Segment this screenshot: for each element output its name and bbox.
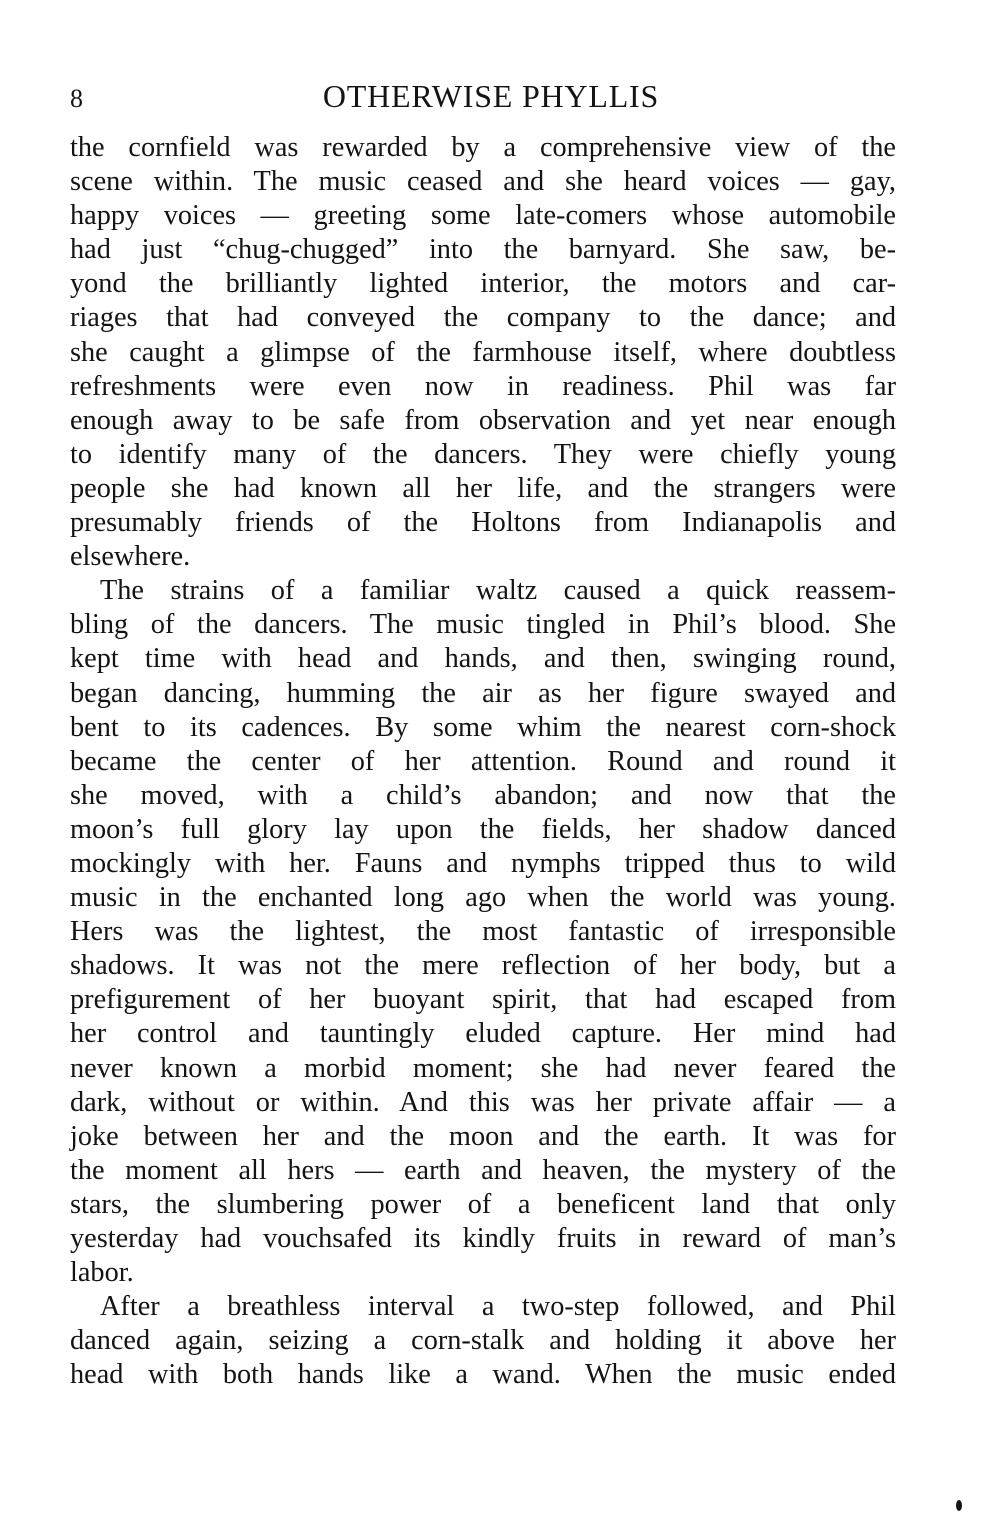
text-line: music in the enchanted long ago when the world was young. <box>70 882 896 914</box>
text-line: riages that had conveyed the company to the dance; and <box>70 302 896 334</box>
text-line: happy voices — greeting some late-comers whose automobile <box>70 200 896 232</box>
book-page <box>70 78 896 1392</box>
text-line: her control and tauntingly eluded capture. Her mind had <box>70 1018 896 1050</box>
text-line: scene within. The music ceased and she heard voices — gay, <box>70 166 896 198</box>
text-line: she moved, with a child’s abandon; and now that the <box>70 779 896 811</box>
printer-mark <box>956 1500 962 1511</box>
text-line: mockingly with her. Fauns and nymphs tripped thus to wild <box>70 847 896 879</box>
text-line: bling of the dancers. The music tingled in Phil’s blood. She <box>70 609 896 641</box>
text-line: Hers was the lightest, the most fantastic of irresponsible <box>70 916 896 948</box>
text-line: yond the brilliantly lighted interior, the motors and car- <box>70 268 896 300</box>
text-line: kept time with head and hands, and then, swinging round, <box>70 643 896 675</box>
running-title: OTHERWISE PHYLLIS <box>322 78 660 114</box>
text-line: refreshments were even now in readiness. Phil was far <box>70 370 896 402</box>
page-number: 8 <box>70 84 83 113</box>
text-line: danced again, seizing a corn-stalk and holding it above her <box>70 1325 896 1357</box>
text-line: yesterday had vouchsafed its kindly fruits in reward of man’s <box>70 1223 896 1254</box>
paragraph <box>70 1290 896 1392</box>
paragraph <box>70 131 896 574</box>
text-line: moon’s full glory lay upon the fields, her shadow danced <box>70 813 896 845</box>
text-line: the cornfield was rewarded by a comprehensive view of the <box>70 132 896 163</box>
text-line: people she had known all her life, and the strangers were <box>70 472 896 504</box>
text-line: enough away to be safe from observation and yet near enough <box>70 404 896 436</box>
text-line: to identify many of the dancers. They were chiefly young <box>70 438 896 470</box>
text-line: dark, without or within. And this was her private affair — a <box>70 1086 896 1118</box>
text-line: shadows. It was not the mere reflection of her body, but a <box>70 950 896 982</box>
text-line: prefigurement of her buoyant spirit, that had escaped from <box>70 984 896 1016</box>
text-line: stars, the slumbering power of a beneficent land that only <box>70 1188 896 1220</box>
text-line: labor. <box>70 1257 134 1289</box>
paragraph <box>70 574 896 1290</box>
text-line: had just “chug-chugged” into the barnyard. She saw, be- <box>70 234 896 266</box>
text-line: presumably friends of the Holtons from Indianapolis and <box>70 507 896 539</box>
text-line: bent to its cadences. By some whim the nearest corn-shock <box>70 711 896 743</box>
text-line: she caught a glimpse of the farmhouse itself, where doubtless <box>70 336 896 368</box>
text-line: joke between her and the moon and the earth. It was for <box>70 1120 896 1152</box>
text-line: head with both hands like a wand. When the music ended <box>70 1359 896 1391</box>
text-line: never known a morbid moment; she had never feared the <box>70 1052 896 1084</box>
text-line: began dancing, humming the air as her figure swayed and <box>70 677 896 709</box>
text-line: became the center of her attention. Round and round it <box>70 745 896 777</box>
text-line: the moment all hers — earth and heaven, the mystery of the <box>70 1154 896 1186</box>
text-line: After a breathless interval a two-step followed, and Phil <box>100 1291 896 1323</box>
text-line: The strains of a familiar waltz caused a quick reassem- <box>100 575 896 607</box>
text-line: elsewhere. <box>70 541 191 573</box>
running-head <box>70 78 896 118</box>
body-text <box>70 131 896 1392</box>
